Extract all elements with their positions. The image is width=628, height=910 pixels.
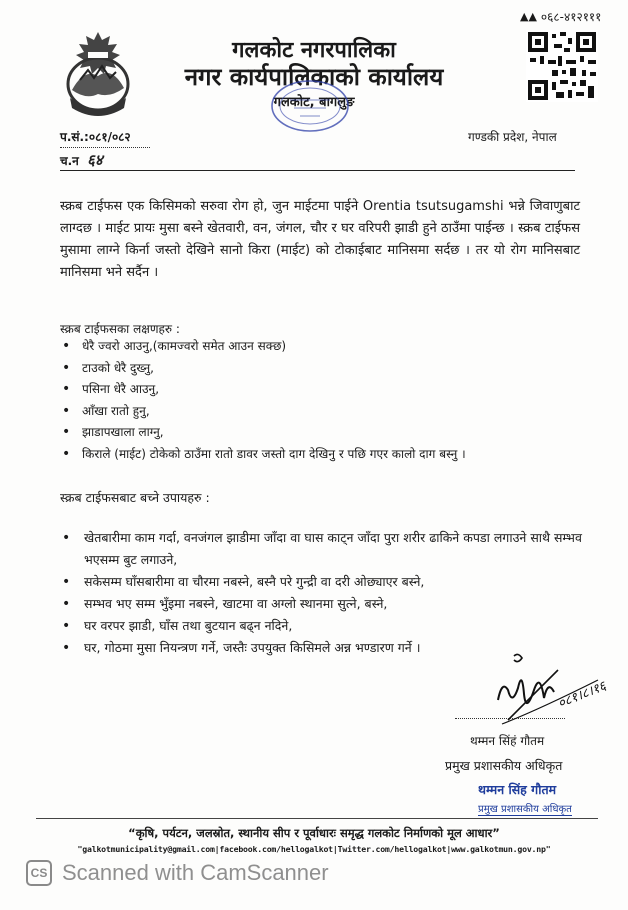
header-divider <box>60 170 575 171</box>
camscanner-watermark <box>26 860 329 886</box>
signatory-name: थम्मन सिंहं गौतम <box>470 734 545 748</box>
camscanner-text: Scanned with CamScanner <box>62 860 329 885</box>
list-item: • सम्भव भए सम्म भुँइमा नबस्ने, खाटमा वा अग्लो स्थानमा सुत्ने, बस्ने, <box>62 593 582 615</box>
dispatch-number <box>60 150 103 170</box>
seal-designation: प्रमुख प्रशासकीय अधिकृत <box>478 801 572 816</box>
list-item: • टाउको धेरै दुख्नु, <box>62 358 582 380</box>
list-item: • खेतबारीमा काम गर्दा, वनजंगल झाडीमा जाँदा वा घास काट्न जाँदा पुरा शरीर ढाकिने कपडा लगाउने साथै सम्भव भएसम्म बुट लगाउने, <box>62 527 582 571</box>
prevention-list <box>62 527 582 659</box>
list-item: • पसिना धेरै आउनु, <box>62 379 582 401</box>
dispatch-value: ६४ <box>87 151 103 169</box>
list-item: • धेरै ज्वरो आउनु,(कामज्वरो समेत आउन सक्छ) <box>62 336 582 358</box>
list-item: • सकेसम्म घाँसबारीमा वा चौरमा नबस्ने, बस्नै परे गुन्द्री वा दरी ओछ्याएर बस्ने, <box>62 571 582 593</box>
phone-number <box>520 8 601 25</box>
camscanner-logo-icon: CS <box>26 860 52 886</box>
list-item: • किराले (माईट) टोकेको ठाउँमा रातो डावर जस्तो दाग देखिनु र पछि गएर कालो दाग बस्नु । <box>62 444 582 466</box>
footer-slogan: “कृषि, पर्यटन, जलस्रोत, स्थानीय सीप र पूर्वाधारः समृद्ध गलकोट निर्माणको मूल आधार” <box>128 826 500 840</box>
dispatch-label: च.न <box>60 154 79 168</box>
symptoms-list <box>62 336 582 465</box>
list-item: • घर, गोठमा मुसा नियन्त्रण गर्ने, जस्तैः उपयुक्त किसिमले अन्न भण्डारण गर्ने । <box>62 637 582 659</box>
intro-paragraph: स्क्रब टाईफस एक किसिमको सरुवा रोग हो, जुन माईटमा पाईने Orentia tsutsugamshi भन्ने जिवाणुबाट लाग्दछ । माईट प्रायः मुसा बस्ने खेतवारी, वन, जंगल, चौर र घर वरिपरी झाडी हुने ठाउँमा पाईन्छ । स्क्रब टाईफस मुसामा लाग्ने किर्ना जस्तो देखिने सानो किरा (माईट) को टोकाईबाट मानिसमा सर्दछ । तर यो रोग मानिसबाट मानिसमा भने सर्दैन । <box>60 199 580 280</box>
list-item: • आँखा रातो हुनु, <box>62 401 582 423</box>
signature-line <box>455 718 565 719</box>
municipality-name: गलकोट नगरपालिका <box>232 37 396 63</box>
province-name: गण्डकी प्रदेश, नेपाल <box>468 130 557 144</box>
signatory-designation: प्रमुख प्रशासकीय अधिकृत <box>445 758 563 773</box>
reference-dotted-line <box>60 147 150 148</box>
office-address: गलकोट, बागलुङ <box>273 95 355 110</box>
prevention-heading: स्क्रब टाईफसबाट बच्ने उपायहरु : <box>60 490 210 505</box>
seal-name: थम्मन सिंह गौतम <box>478 782 557 797</box>
footer-divider <box>36 818 598 819</box>
symptoms-heading: स्क्रब टाईफसका लक्षणहरु : <box>60 322 180 336</box>
list-item: • झाडापखाला लाग्नु, <box>62 422 582 444</box>
letter-number: प.सं.:०८१/०८२ <box>60 130 131 144</box>
municipality-stamp-icon <box>268 78 352 134</box>
office-icon: ▲▲ <box>520 10 537 23</box>
list-item: • घर वरपर झाडी, घाँस तथा बुटयान बढ्न नदिने, <box>62 615 582 637</box>
footer-contact: "galkotmunicipality@gmail.com|facebook.com/hellogalkot|Twitter.com/hellogalkot|www.galkotmun.gov.np" <box>77 844 551 854</box>
office-name: नगर कार्यपालिकाको कार्यालय <box>184 62 444 91</box>
signature-date: ०८१।८।१६ <box>555 678 609 712</box>
phone-text: ०६८-४१२१११ <box>540 10 602 24</box>
